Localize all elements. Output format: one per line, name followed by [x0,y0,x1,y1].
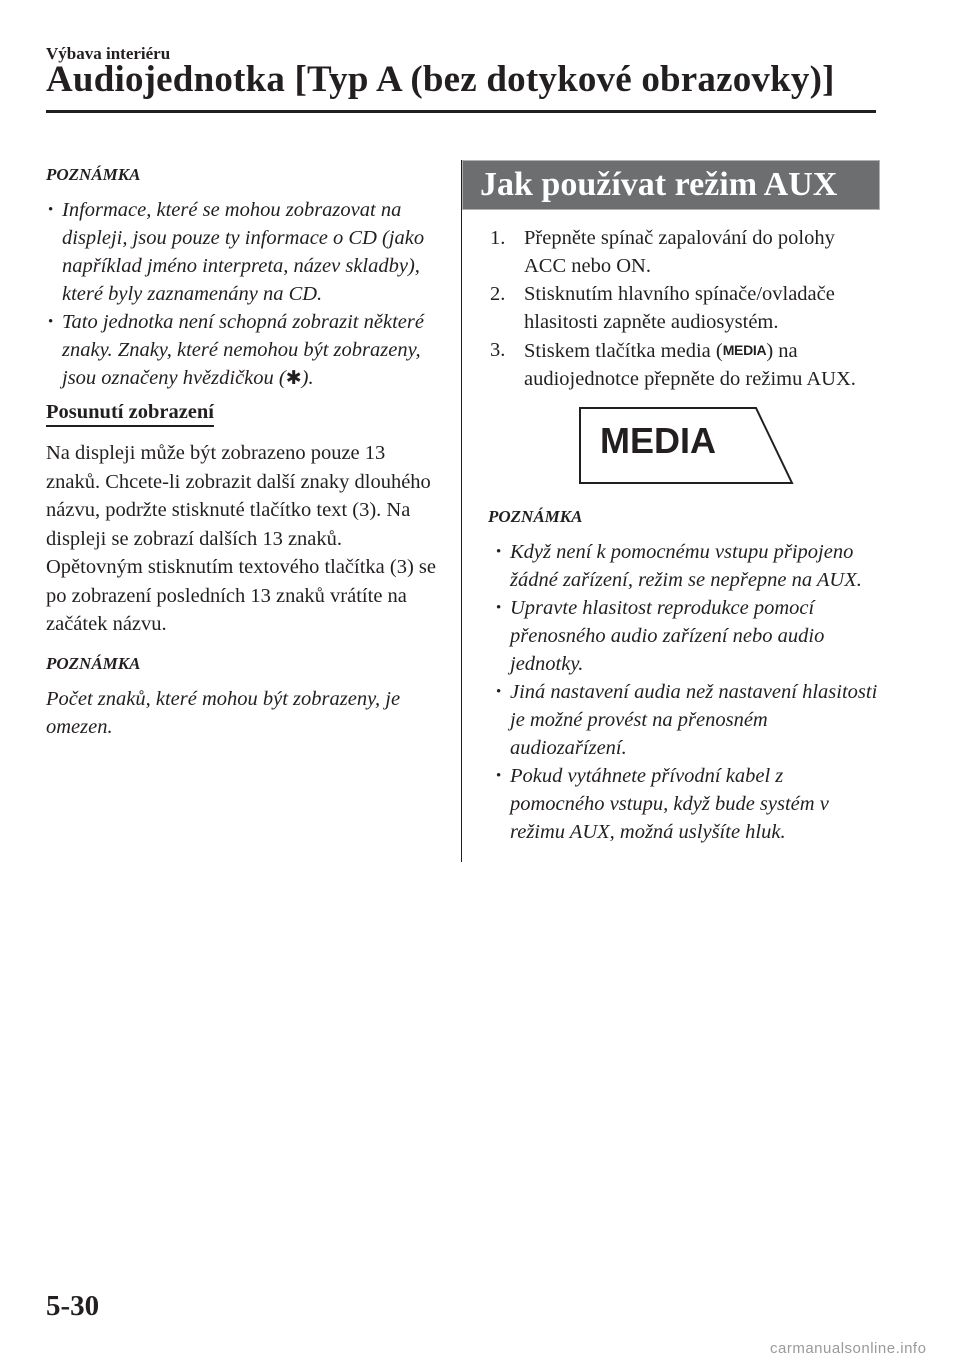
column-divider [461,160,462,862]
step-item [488,224,880,280]
page-number: 5-30 [46,1290,100,1322]
section-heading: Jak používat režim AUX [462,160,880,210]
step-text: Stisknutím hlavního spínače/ovladače hlasitosti zapněte audiosystém. [524,283,835,333]
list-item [46,308,442,393]
step-item [488,336,880,393]
step-number: 1. [490,227,506,249]
steps-list [488,224,880,393]
note-text: Upravte hlasitost reprodukce pomocí přenosného audio zařízení nebo audio jednotky. [510,597,825,675]
note-list [488,538,880,846]
note-text: Tato jednotka není schopná zobrazit některé znaky. Znaky, které nemohou být zobrazeny, jsou označeny hvězdičkou ( [62,311,424,389]
list-item [488,538,880,594]
note-text: Pokud vytáhnete přívodní kabel z pomocného vstupu, když bude systém v režimu AUX, možná uslyšíte hluk. [510,765,829,843]
subsection-heading: Posunutí zobrazení [46,401,214,427]
note-heading: POZNÁMKA [46,653,141,673]
note-text: Informace, které se mohou zobrazovat na displeji, jsou pouze ty informace o CD (jako například jméno interpreta, název skladby), které byly zaznamenány na CD. [62,199,425,305]
note-text-end: ). [301,367,314,389]
page-title: Audiojednotka [Typ A (bez dotykové obrazovky)] [46,59,835,100]
media-button-label: MEDIA [600,420,716,461]
note-text: Jiná nastavení audia než nastavení hlasitosti je možné provést na přenosném audiozařízení. [510,681,878,759]
note-heading: POZNÁMKA [488,507,583,526]
list-item [488,762,880,846]
title-rule [46,110,876,113]
step-text: Přepněte spínač zapalování do polohy ACC nebo ON. [524,227,835,277]
list-item [46,196,442,308]
step-text-end: ) na audiojednotce přepněte do režimu AUX. [524,340,856,390]
body-paragraph: Na displeji může být zobrazeno pouze 13 znaků. Chcete-li zobrazit další znaky dlouhého názvu, podržte stisknuté tlačítko text (3). Na displeji se zobrazí dalších 13 znaků. Opětovným stisknutím textového tlačítka (3) se po zobrazení posledních 13 znaků vrátíte na začátek názvu. [46,442,437,635]
watermark: carmanualsonline.info [770,1340,927,1357]
list-item [488,678,880,762]
section-label: Výbava interiéru [46,44,171,63]
right-column [480,150,880,846]
note-text: Když není k pomocnému vstupu připojeno žádné zařízení, režim se nepřepne na AUX. [510,541,862,591]
step-number: 3. [490,339,506,361]
note-list [46,196,442,393]
left-column [46,150,442,741]
media-button-icon [578,407,794,485]
note-text: Počet znaků, které mohou být zobrazeny, je omezen. [46,687,401,738]
note-heading: POZNÁMKA [46,165,141,184]
media-inline-icon: MEDIA [722,342,767,358]
step-number: 2. [490,283,506,305]
step-text: Stiskem tlačítka media ( [524,340,723,362]
step-item [488,280,880,336]
list-item [488,594,880,678]
star-icon: ✱ [285,368,302,389]
